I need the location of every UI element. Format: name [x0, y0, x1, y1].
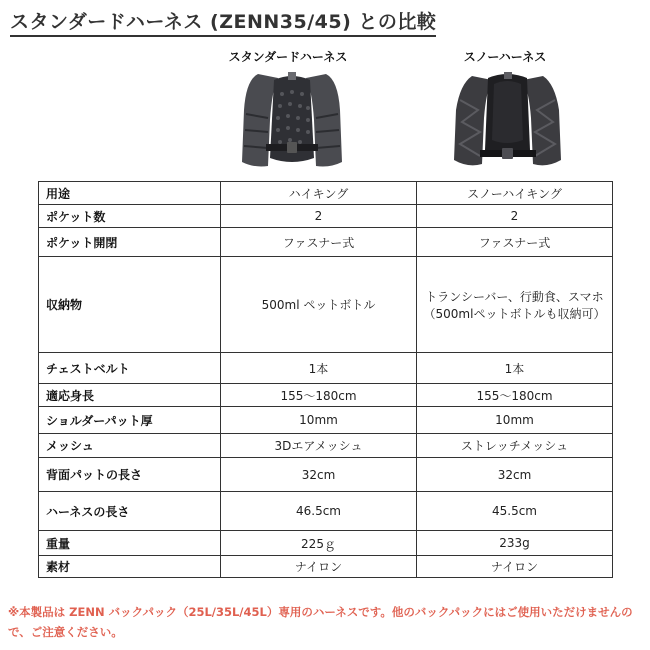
snow-value-line: 233g — [499, 536, 530, 550]
snow-value-line: スノーハイキング — [467, 186, 562, 201]
row-label: ポケット数 — [39, 205, 221, 228]
snow-harness-image — [450, 70, 565, 170]
snow-value — [417, 182, 613, 205]
standard-value-line: 155〜180cm — [280, 388, 357, 403]
standard-value-line: 3Dエアメッシュ — [274, 439, 363, 453]
standard-value-line: ナイロン — [294, 560, 343, 574]
standard-value-line: 500ml ペットボトル — [261, 298, 376, 312]
standard-value — [221, 434, 417, 458]
table-row — [39, 205, 613, 228]
snow-value — [417, 353, 613, 384]
standard-value-line: 32cm — [301, 467, 336, 482]
snow-value-line: （500mlペットボトルも収納可） — [423, 306, 606, 321]
standard-value — [221, 531, 417, 556]
row-label: 収納物 — [39, 257, 221, 353]
snow-value — [417, 531, 613, 556]
table-row — [39, 353, 613, 384]
snow-value — [417, 407, 613, 434]
snow-value-line: 1本 — [504, 361, 525, 376]
snow-value-line: 10mm — [495, 413, 534, 427]
standard-value — [221, 384, 417, 407]
snow-value-line: 155〜180cm — [476, 388, 553, 403]
standard-value-line: 46.5cm — [295, 504, 341, 518]
row-label: 素材 — [39, 556, 221, 578]
standard-value-line: 1本 — [308, 361, 329, 376]
snow-value-line: ファスナー式 — [478, 235, 551, 250]
snow-value — [417, 434, 613, 458]
snow-value — [417, 458, 613, 492]
row-label: 用途 — [39, 182, 221, 205]
snow-harness-heading: スノーハーネス — [463, 50, 547, 64]
comparison-table — [38, 181, 613, 578]
row-label: ショルダーパット厚 — [39, 407, 221, 434]
snow-value — [417, 384, 613, 407]
row-label: ポケット開閉 — [39, 228, 221, 257]
standard-value — [221, 205, 417, 228]
table-row — [39, 531, 613, 556]
snow-value-line: 45.5cm — [491, 504, 537, 518]
table-row — [39, 384, 613, 407]
standard-value — [221, 228, 417, 257]
snow-value-line: 2 — [510, 209, 519, 223]
table-row — [39, 556, 613, 578]
snow-value-line: ナイロン — [490, 560, 539, 574]
snow-value-line: ストレッチメッシュ — [460, 439, 569, 453]
standard-value — [221, 353, 417, 384]
standard-value-line: ファスナー式 — [282, 235, 355, 250]
standard-value-line: ハイキング — [288, 186, 349, 201]
table-row — [39, 434, 613, 458]
usage-note: ※本製品は ZENN バックパック（25L/35L/45L）専用のハーネスです。他のバックパックにはご使用いただけませんので、ご注意ください。 — [8, 605, 633, 639]
row-label: メッシュ — [39, 434, 221, 458]
standard-value — [221, 556, 417, 578]
snow-value-line: トランシーバー、行動食、スマホ — [425, 289, 604, 304]
standard-value-line: 2 — [314, 209, 323, 223]
row-label: チェストベルト — [39, 353, 221, 384]
snow-value — [417, 228, 613, 257]
standard-value — [221, 257, 417, 353]
snow-value-line: 32cm — [497, 467, 532, 482]
standard-value — [221, 407, 417, 434]
row-label: ハーネスの長さ — [39, 492, 221, 531]
snow-value — [417, 556, 613, 578]
table-row — [39, 458, 613, 492]
snow-value — [417, 257, 613, 353]
table-row — [39, 492, 613, 531]
standard-value — [221, 458, 417, 492]
row-label: 重量 — [39, 531, 221, 556]
standard-value — [221, 492, 417, 531]
table-row — [39, 182, 613, 205]
standard-value — [221, 182, 417, 205]
standard-harness-image — [238, 70, 346, 170]
table-row — [39, 407, 613, 434]
standard-value-line: 10mm — [299, 413, 338, 427]
snow-value — [417, 492, 613, 531]
table-row — [39, 228, 613, 257]
table-row — [39, 257, 613, 353]
standard-harness-heading: スタンダードハーネス — [228, 50, 348, 64]
standard-value-line: 225ｇ — [301, 536, 336, 551]
row-label: 背面パットの長さ — [39, 458, 221, 492]
row-label: 適応身長 — [39, 384, 221, 407]
page-title: スタンダードハーネス (ZENN35/45) との比較 — [10, 7, 436, 37]
snow-value — [417, 205, 613, 228]
